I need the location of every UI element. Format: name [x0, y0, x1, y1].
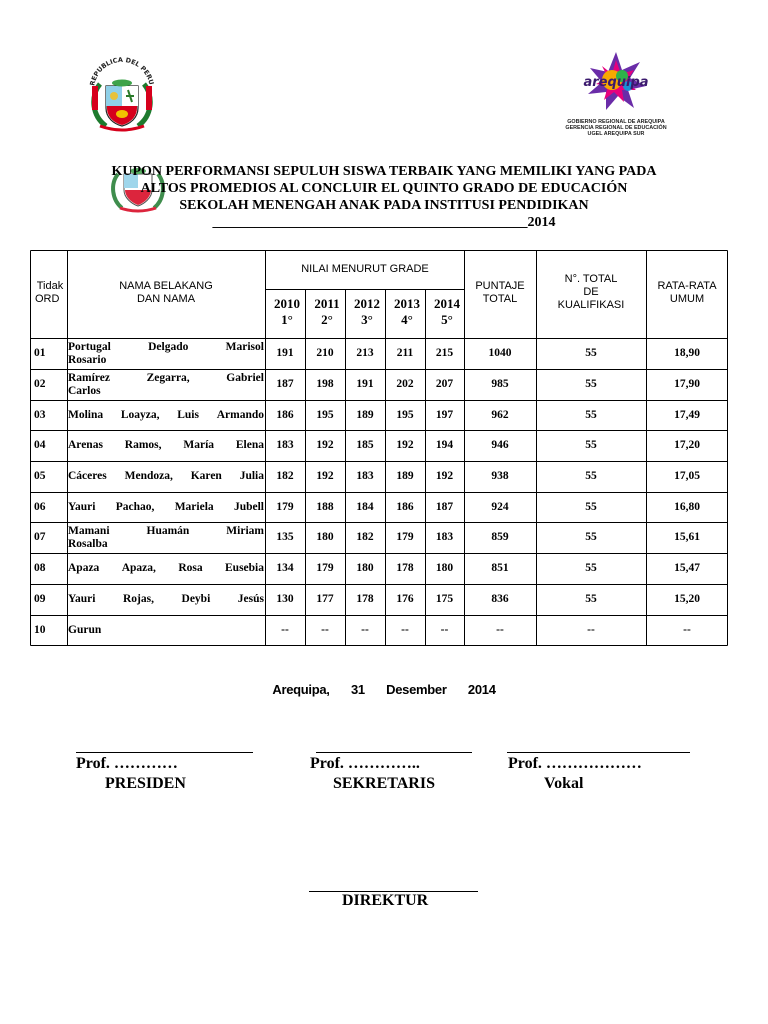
row-name-word: Cáceres: [68, 470, 107, 482]
row-ord: 01: [34, 347, 46, 359]
row-average: 15,47: [674, 562, 700, 574]
row-total: 946: [491, 439, 509, 451]
vocal-prof: Prof. ………………: [508, 755, 642, 772]
header-year: 2010: [274, 296, 300, 311]
document-title: [40, 163, 728, 231]
director-role: DIREKTUR: [342, 892, 429, 909]
arequipa-wordmark: arequipa: [583, 75, 649, 90]
row-name-word: Gurun: [68, 624, 102, 636]
row-total: 851: [491, 562, 509, 574]
header-ord-line2: ORD: [35, 293, 60, 305]
row-grade: 183: [356, 470, 374, 482]
row-qualification: 55: [585, 408, 597, 421]
grades-table: [30, 250, 728, 646]
president-prof: Prof. …………: [76, 755, 178, 772]
row-average: 17,90: [674, 378, 700, 390]
arequipa-region-logo: [565, 46, 667, 146]
row-total: 938: [491, 470, 509, 482]
signature-line-vocal: [507, 752, 690, 753]
row-name-word: Julia: [239, 470, 264, 482]
row-qualification: 55: [585, 378, 597, 390]
row-name-word: Yauri: [68, 500, 96, 513]
header-qual-line2: DE: [583, 286, 599, 298]
row-name: [68, 562, 264, 575]
row-name-word: Yauri: [68, 593, 96, 605]
secretary-role: SEKRETARIS: [333, 775, 435, 792]
row-name-word: Portugal: [68, 340, 111, 353]
row-grade: 187: [276, 378, 294, 390]
row-grade: 189: [396, 470, 414, 482]
row-name-word: Molina: [68, 408, 104, 421]
row-name: [68, 525, 264, 551]
row-name-word: Delgado: [148, 340, 189, 353]
row-grade: --: [440, 624, 449, 636]
caption-line: GERENCIA REGIONAL DE EDUCACIÓN: [565, 125, 667, 131]
table-body: [30, 250, 728, 646]
row-grade: 188: [316, 500, 334, 513]
row-name-word: Marisol: [225, 340, 264, 353]
row-total: 836: [491, 593, 509, 605]
header-grade: 4°: [401, 312, 413, 327]
row-ord: 07: [34, 531, 46, 543]
row-grade: 182: [276, 470, 294, 482]
row-grade: 211: [396, 347, 414, 359]
date-year: 2014: [467, 682, 496, 697]
row-name-line: [68, 470, 264, 483]
row-ord: 05: [34, 470, 46, 482]
row-ord: 02: [34, 378, 46, 390]
header-grade: 2°: [321, 312, 333, 327]
row-name-line: [68, 372, 264, 385]
row-name-word: Mendoza,: [124, 470, 173, 482]
emblem-arc-text: REPUBLICA DEL PERU: [88, 56, 156, 87]
row-name-line: [68, 354, 264, 367]
row-name-word: Apaza: [68, 562, 100, 574]
date-day: 31: [350, 682, 365, 697]
caption-line: UGEL AREQUIPA SUR: [587, 131, 645, 137]
row-average: 15,20: [674, 593, 700, 605]
header-grade: 5°: [441, 312, 453, 327]
row-name-word: Loayza,: [120, 408, 160, 421]
row-name-word: Jesús: [237, 593, 264, 605]
row-grade: 180: [356, 562, 374, 574]
row-name: [68, 372, 264, 398]
row-grade: 192: [396, 439, 414, 451]
row-grade: 207: [435, 378, 454, 390]
row-name-word: Rojas,: [123, 593, 154, 605]
row-grade: --: [401, 624, 409, 636]
row-name-word: Elena: [235, 439, 264, 451]
row-grade: 176: [396, 593, 414, 605]
row-name-line: [68, 525, 264, 538]
row-grade: 134: [276, 562, 294, 574]
row-qualification: 55: [585, 593, 597, 605]
row-grade: 182: [356, 531, 374, 543]
title-line-3: SEKOLAH MENENGAH ANAK PADA INSTITUSI PENDIDIKAN: [179, 198, 589, 213]
row-grade: 177: [316, 593, 334, 605]
row-name-word: Armando: [216, 408, 264, 421]
secretary-prof: Prof. …………..: [310, 755, 420, 772]
row-name-word: Pachao,: [115, 500, 155, 513]
row-name: [68, 593, 264, 606]
row-qualification: --: [587, 624, 595, 636]
row-name-line: [68, 501, 264, 514]
row-name-line: [68, 593, 264, 606]
row-average: 17,05: [674, 470, 700, 482]
row-name-word: Arenas: [68, 439, 103, 451]
row-grade: 194: [435, 439, 454, 451]
row-name-line: [68, 385, 264, 398]
row-name: [68, 341, 264, 367]
row-ord: 04: [34, 439, 46, 451]
row-name-line: [68, 624, 264, 637]
header-total-line2: TOTAL: [482, 293, 518, 305]
row-grade: 179: [276, 500, 294, 513]
row-grade: 186: [276, 408, 294, 421]
row-grade: 189: [356, 408, 374, 421]
row-qualification: 55: [585, 347, 597, 359]
row-grade: 179: [396, 531, 414, 543]
row-grade: 191: [276, 347, 294, 359]
row-name-word: Ramos,: [124, 439, 162, 451]
row-total: 1040: [488, 347, 512, 359]
row-average: 16,80: [674, 500, 700, 513]
date-month: Desember: [386, 682, 447, 697]
signature-line-secretary: [316, 752, 472, 753]
header-name-line2: DAN NAMA: [136, 293, 196, 305]
coat-of-arms-logo: [86, 56, 158, 134]
row-average: 15,61: [674, 531, 700, 543]
header-ord-line1: Tidak: [36, 280, 64, 292]
caption-line: GOBIERNO REGIONAL DE AREQUIPA: [567, 119, 665, 125]
row-name-word: Zegarra,: [146, 371, 190, 384]
row-name-word: Karen: [190, 470, 222, 482]
header-total-line1: PUNTAJE: [475, 280, 525, 292]
row-ord: 03: [34, 408, 46, 421]
title-line-2: ALTOS PROMEDIOS AL CONCLUIR EL QUINTO GRADO DE EDUCACIÓN: [140, 181, 628, 196]
row-name-line: [68, 341, 264, 354]
row-name-word: Rosario: [68, 353, 107, 366]
row-name-word: Apaza,: [121, 562, 156, 574]
row-grade: 210: [316, 347, 334, 359]
row-name-line: [68, 409, 264, 422]
row-name: [68, 470, 264, 483]
row-grade: 185: [356, 439, 374, 451]
row-grade: 183: [435, 531, 454, 543]
row-name-line: [68, 562, 264, 575]
date-line: [0, 682, 768, 697]
row-grade: 198: [316, 378, 334, 390]
row-name-word: Deybi: [181, 593, 211, 605]
row-grade: 175: [435, 593, 454, 605]
row-name-word: Carlos: [68, 384, 101, 397]
row-ord: 08: [34, 562, 46, 574]
header-grade: 3°: [361, 312, 373, 327]
row-name-word: Ramírez: [68, 371, 110, 384]
row-ord: 09: [34, 593, 46, 605]
row-grade: 191: [356, 378, 374, 390]
row-grade: 195: [396, 408, 414, 421]
row-grade: 130: [276, 593, 294, 605]
date-city: Arequipa,: [272, 682, 330, 697]
row-grade: 192: [435, 470, 454, 482]
header-avg-line2: UMUM: [669, 293, 705, 305]
header-name-line1: NAMA BELAKANG: [119, 280, 213, 292]
row-name-word: Rosa: [178, 562, 203, 574]
row-name-word: Eusebia: [225, 562, 264, 574]
row-name: [68, 409, 264, 422]
row-qualification: 55: [585, 439, 597, 451]
row-grade: 184: [356, 500, 374, 513]
row-name-word: Rosalba: [68, 537, 108, 550]
row-qualification: 55: [585, 500, 597, 513]
row-grade: --: [281, 624, 289, 636]
header-grade-group: NILAI MENURUT GRADE: [301, 263, 429, 275]
row-grade: --: [361, 624, 369, 636]
header-avg-line1: RATA-RATA: [657, 280, 717, 292]
header-year: 2012: [354, 296, 380, 311]
header-year: 2014: [434, 296, 460, 311]
row-name: [68, 501, 264, 514]
row-name-word: Mariela: [174, 500, 214, 513]
header-qual-line1: N°. TOTAL: [564, 273, 618, 285]
row-ord: 06: [34, 500, 46, 513]
row-name-line: [68, 439, 264, 452]
row-name-line: [68, 538, 264, 551]
header-year: 2011: [314, 296, 340, 311]
row-name-word: Luis: [177, 408, 199, 421]
row-grade: 213: [356, 347, 374, 359]
row-name-word: Huamán: [146, 524, 190, 537]
row-average: --: [683, 624, 691, 636]
row-grade: 215: [435, 347, 454, 359]
row-average: 17,20: [674, 439, 700, 451]
signature-line-president: [76, 752, 253, 753]
row-average: 17,49: [674, 408, 700, 421]
row-grade: 180: [316, 531, 334, 543]
row-qualification: 55: [585, 470, 597, 482]
row-total: 924: [491, 500, 509, 513]
row-grade: 195: [316, 408, 334, 421]
row-grade: 135: [276, 531, 294, 543]
row-grade: 202: [396, 378, 414, 390]
president-role: PRESIDEN: [105, 775, 186, 792]
header-grade: 1°: [281, 312, 293, 327]
title-line-4: _____________________________________________2014: [212, 215, 556, 230]
title-line-1: KUPON PERFORMANSI SEPULUH SISWA TERBAIK YANG MEMILIKI YANG PADA: [111, 164, 657, 179]
header-qual-line3: KUALIFIKASI: [557, 299, 625, 311]
header-year: 2013: [394, 296, 420, 311]
row-total: 985: [491, 378, 509, 390]
row-total: 962: [491, 408, 509, 421]
row-name-word: Mamani: [68, 524, 110, 537]
row-grade: 179: [316, 562, 334, 574]
arequipa-caption: [565, 119, 667, 137]
row-average: 18,90: [674, 347, 700, 359]
row-grade: --: [321, 624, 329, 636]
row-name: [68, 624, 264, 637]
row-grade: 186: [396, 500, 414, 513]
row-grade: 178: [356, 593, 374, 605]
row-grade: 187: [435, 500, 454, 513]
row-ord: 10: [34, 624, 46, 636]
row-name: [68, 439, 264, 452]
row-grade: 192: [316, 439, 334, 451]
row-grade: 178: [396, 562, 414, 574]
row-grade: 192: [316, 470, 334, 482]
row-grade: 180: [435, 562, 454, 574]
row-name-word: Jubell: [233, 500, 264, 513]
row-total: --: [496, 624, 504, 636]
vocal-role: Vokal: [544, 775, 584, 792]
row-qualification: 55: [585, 531, 597, 543]
row-grade: 183: [276, 439, 294, 451]
row-name-word: María: [183, 439, 215, 451]
row-name-word: Gabriel: [226, 371, 264, 384]
row-grade: 197: [435, 408, 454, 421]
row-total: 859: [491, 531, 509, 543]
row-name-word: Miriam: [226, 524, 264, 537]
row-qualification: 55: [585, 562, 597, 574]
